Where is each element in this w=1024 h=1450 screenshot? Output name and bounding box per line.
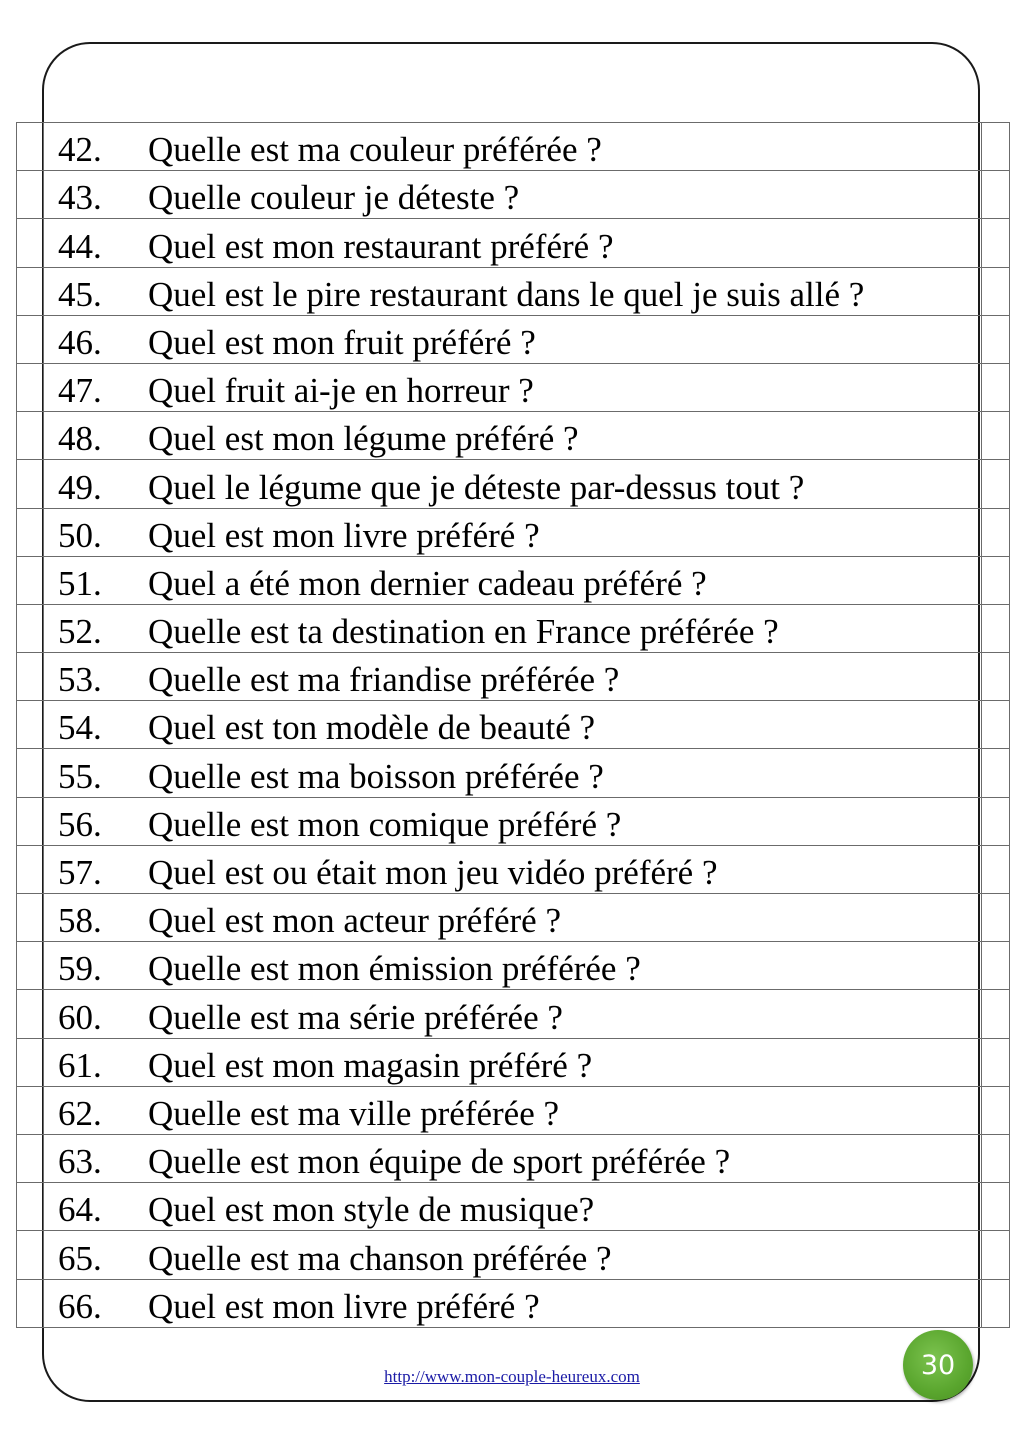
- question-cell: [44, 990, 982, 1038]
- question-row: [17, 797, 1010, 845]
- row-left-gutter: [17, 315, 44, 363]
- question-text: Quel le légume que je déteste par-dessus tout ?: [148, 467, 805, 507]
- question-number: 63.: [58, 1142, 102, 1182]
- question-number: 45.: [58, 274, 102, 314]
- question-text: Quelle est mon équipe de sport préférée ?: [148, 1142, 731, 1182]
- row-right-gutter: [982, 894, 1010, 942]
- row-left-gutter: [17, 412, 44, 460]
- question-cell: [44, 749, 982, 797]
- row-left-gutter: [17, 749, 44, 797]
- question-text: Quelle est ma chanson préférée ?: [148, 1238, 612, 1278]
- question-row: [17, 1086, 1010, 1134]
- question-cell: [44, 604, 982, 652]
- question-row: [17, 1231, 1010, 1279]
- question-cell: [44, 942, 982, 990]
- question-text: Quel fruit ai-je en horreur ?: [148, 371, 534, 411]
- question-text: Quelle est mon comique préféré ?: [148, 804, 622, 844]
- question-text: Quel est mon magasin préféré ?: [148, 1045, 593, 1085]
- question-number: 64.: [58, 1190, 102, 1230]
- row-right-gutter: [982, 123, 1010, 171]
- question-number: 47.: [58, 371, 102, 411]
- question-cell: [44, 1086, 982, 1134]
- row-left-gutter: [17, 942, 44, 990]
- questions-table: [16, 122, 1010, 1328]
- question-cell: [44, 412, 982, 460]
- question-row: [17, 701, 1010, 749]
- question-cell: [44, 315, 982, 363]
- row-left-gutter: [17, 460, 44, 508]
- row-right-gutter: [982, 749, 1010, 797]
- row-right-gutter: [982, 701, 1010, 749]
- question-row: [17, 942, 1010, 990]
- question-row: [17, 508, 1010, 556]
- question-text: Quelle est ta destination en France préférée ?: [148, 612, 779, 652]
- questions-list: [17, 123, 1010, 1328]
- row-right-gutter: [982, 556, 1010, 604]
- row-left-gutter: [17, 1134, 44, 1182]
- question-row: [17, 894, 1010, 942]
- row-left-gutter: [17, 123, 44, 171]
- row-right-gutter: [982, 653, 1010, 701]
- row-left-gutter: [17, 363, 44, 411]
- question-text: Quelle est ma friandise préférée ?: [148, 660, 620, 700]
- question-text: Quel est mon acteur préféré ?: [148, 901, 561, 941]
- question-row: [17, 219, 1010, 267]
- question-cell: [44, 556, 982, 604]
- question-cell: [44, 267, 982, 315]
- row-left-gutter: [17, 219, 44, 267]
- question-text: Quel est ou était mon jeu vidéo préféré ?: [148, 853, 718, 892]
- question-number: 65.: [58, 1238, 102, 1278]
- row-left-gutter: [17, 1183, 44, 1231]
- question-number: 59.: [58, 949, 102, 989]
- question-number: 60.: [58, 997, 102, 1037]
- row-right-gutter: [982, 604, 1010, 652]
- row-left-gutter: [17, 171, 44, 219]
- row-right-gutter: [982, 1134, 1010, 1182]
- question-cell: [44, 1134, 982, 1182]
- row-left-gutter: [17, 1038, 44, 1086]
- question-row: [17, 1038, 1010, 1086]
- question-number: 66.: [58, 1286, 102, 1326]
- question-number: 56.: [58, 804, 102, 844]
- question-text: Quel a été mon dernier cadeau préféré ?: [148, 563, 707, 603]
- row-left-gutter: [17, 1279, 44, 1327]
- row-right-gutter: [982, 1183, 1010, 1231]
- question-cell: [44, 123, 982, 171]
- footer-website-link[interactable]: http://www.mon-couple-heureux.com: [384, 1367, 640, 1386]
- question-text: Quelle est ma couleur préférée ?: [148, 130, 602, 170]
- question-cell: [44, 460, 982, 508]
- question-number: 52.: [58, 612, 102, 652]
- question-row: [17, 267, 1010, 315]
- question-row: [17, 123, 1010, 171]
- question-row: [17, 412, 1010, 460]
- row-left-gutter: [17, 894, 44, 942]
- question-cell: [44, 171, 982, 219]
- question-number: 42.: [58, 130, 102, 170]
- row-right-gutter: [982, 1231, 1010, 1279]
- question-row: [17, 604, 1010, 652]
- question-text: Quelle est ma boisson préférée ?: [148, 756, 604, 796]
- row-left-gutter: [17, 845, 44, 893]
- question-number: 55.: [58, 756, 102, 796]
- question-text: Quelle est ma série préférée ?: [148, 997, 563, 1037]
- question-text: Quel est le pire restaurant dans le quel je suis allé ?: [148, 274, 865, 314]
- question-number: 53.: [58, 660, 102, 700]
- question-number: 61.: [58, 1045, 102, 1085]
- row-right-gutter: [982, 171, 1010, 219]
- row-right-gutter: [982, 1086, 1010, 1134]
- question-cell: [44, 363, 982, 411]
- row-right-gutter: [982, 363, 1010, 411]
- row-right-gutter: [982, 942, 1010, 990]
- question-text: Quelle est ma ville préférée ?: [148, 1093, 560, 1133]
- row-left-gutter: [17, 556, 44, 604]
- row-right-gutter: [982, 845, 1010, 893]
- question-text: Quel est mon livre préféré ?: [148, 1286, 540, 1326]
- question-text: Quel est mon légume préféré ?: [148, 419, 579, 459]
- row-right-gutter: [982, 267, 1010, 315]
- row-left-gutter: [17, 797, 44, 845]
- question-text: Quel est mon livre préféré ?: [148, 515, 540, 555]
- question-cell: [44, 1279, 982, 1327]
- row-left-gutter: [17, 267, 44, 315]
- question-row: [17, 315, 1010, 363]
- row-left-gutter: [17, 990, 44, 1038]
- question-number: 49.: [58, 467, 102, 507]
- question-text: Quel est ton modèle de beauté ?: [148, 708, 596, 748]
- question-cell: [44, 1038, 982, 1086]
- row-left-gutter: [17, 508, 44, 556]
- question-cell: [44, 653, 982, 701]
- question-number: 48.: [58, 419, 102, 459]
- question-number: 50.: [58, 515, 102, 555]
- row-right-gutter: [982, 1038, 1010, 1086]
- row-left-gutter: [17, 1086, 44, 1134]
- question-row: [17, 749, 1010, 797]
- row-right-gutter: [982, 460, 1010, 508]
- question-cell: [44, 1183, 982, 1231]
- question-cell: [44, 701, 982, 749]
- question-number: 44.: [58, 226, 102, 266]
- row-left-gutter: [17, 701, 44, 749]
- row-right-gutter: [982, 1279, 1010, 1327]
- question-number: 43.: [58, 178, 102, 218]
- question-cell: [44, 845, 982, 893]
- question-row: [17, 460, 1010, 508]
- question-text: Quelle est mon émission préférée ?: [148, 949, 641, 989]
- question-cell: [44, 894, 982, 942]
- page-number: 30: [920, 1349, 956, 1381]
- question-row: [17, 556, 1010, 604]
- question-cell: [44, 797, 982, 845]
- question-row: [17, 1134, 1010, 1182]
- question-cell: [44, 219, 982, 267]
- question-row: [17, 1279, 1010, 1327]
- row-right-gutter: [982, 219, 1010, 267]
- question-row: [17, 845, 1010, 893]
- question-row: [17, 363, 1010, 411]
- question-number: 51.: [58, 563, 102, 603]
- question-row: [17, 990, 1010, 1038]
- row-right-gutter: [982, 412, 1010, 460]
- question-row: [17, 653, 1010, 701]
- row-left-gutter: [17, 604, 44, 652]
- question-text: Quel est mon style de musique?: [148, 1190, 595, 1230]
- question-row: [17, 171, 1010, 219]
- page-number-badge: [903, 1330, 973, 1400]
- question-number: 62.: [58, 1093, 102, 1133]
- row-right-gutter: [982, 508, 1010, 556]
- row-right-gutter: [982, 990, 1010, 1038]
- question-number: 46.: [58, 322, 102, 362]
- question-number: 58.: [58, 901, 102, 941]
- question-number: 54.: [58, 708, 102, 748]
- row-left-gutter: [17, 1231, 44, 1279]
- row-right-gutter: [982, 315, 1010, 363]
- row-right-gutter: [982, 797, 1010, 845]
- question-cell: [44, 1231, 982, 1279]
- question-cell: [44, 508, 982, 556]
- question-text: Quelle couleur je déteste ?: [148, 178, 520, 218]
- question-text: Quel est mon fruit préféré ?: [148, 322, 536, 362]
- question-row: [17, 1183, 1010, 1231]
- question-text: Quel est mon restaurant préféré ?: [148, 226, 614, 266]
- row-left-gutter: [17, 653, 44, 701]
- question-number: 57.: [58, 853, 102, 892]
